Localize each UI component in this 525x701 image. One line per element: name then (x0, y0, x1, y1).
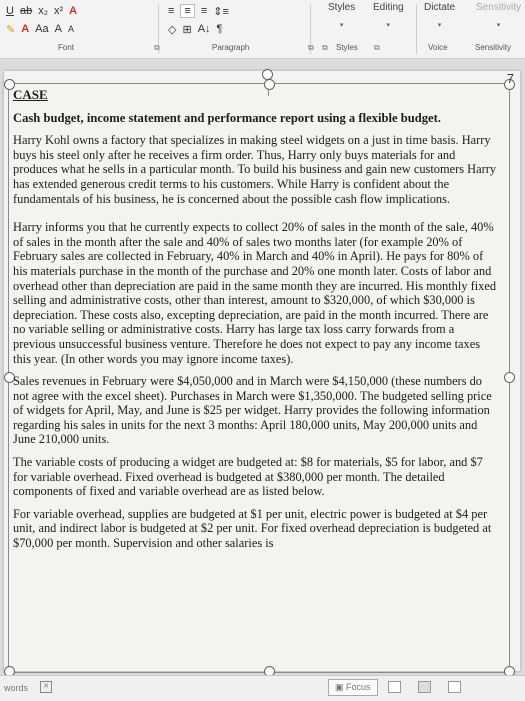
dialog-launcher-icon[interactable]: ⧉ (374, 43, 380, 52)
align-left-icon[interactable]: ≡ (168, 5, 175, 17)
group-label-styles: Styles (336, 43, 358, 52)
ribbon (0, 0, 525, 59)
highlight-icon[interactable]: ✎ (6, 23, 16, 36)
focus-label: Focus (346, 682, 371, 692)
focus-icon: ▣ (335, 682, 347, 692)
change-case-button[interactable]: Aa (35, 23, 49, 35)
sort-button[interactable]: A↓ (197, 23, 211, 35)
align-right-icon[interactable]: ≡ (200, 5, 208, 17)
document-text (13, 88, 499, 559)
dialog-launcher-icon[interactable]: ⧉ (154, 43, 160, 52)
strikethrough-button[interactable]: ab (19, 5, 33, 17)
corner-mark: 7 (506, 71, 514, 86)
web-layout-icon[interactable] (448, 681, 461, 693)
read-mode-icon[interactable] (388, 681, 401, 693)
print-layout-icon[interactable] (418, 681, 431, 693)
styles-label: Styles (328, 2, 356, 13)
chevron-down-icon: ▾ (437, 22, 442, 29)
chevron-down-icon: ▾ (386, 22, 391, 29)
paragraph-sales: Sales revenues in February were $4,050,000 and in March were $4,150,000 (these numbers do not agree with the excel sheet). Purchases in March were $1,350,000. The budgeted selling price of widgets for April, May, and June is $25 per widget. Harry provides the following information regarding his sales in units for the next 3 months: April 180,000 units, May 200,000 units and June 210,000 units. (13, 374, 492, 447)
group-label-voice: Voice (428, 43, 448, 52)
shading-icon[interactable]: ◇ (168, 23, 177, 36)
underline-button[interactable]: U (6, 5, 14, 17)
editing-label: Editing (373, 2, 404, 13)
text-effects-button[interactable]: A (69, 5, 78, 17)
paragraph-row-2 (168, 20, 228, 38)
word-count[interactable]: words (4, 683, 29, 693)
sensitivity-label: Sensitivity (476, 2, 522, 13)
styles-button[interactable] (328, 2, 355, 29)
group-label-paragraph: Paragraph (212, 43, 250, 52)
font-row-1 (6, 2, 83, 20)
borders-button[interactable]: ⊞ (182, 23, 192, 36)
focus-button[interactable] (328, 679, 378, 696)
shrink-font-button[interactable]: A (67, 24, 74, 34)
show-marks-button[interactable]: ¶ (216, 23, 223, 35)
grow-font-button[interactable]: A (54, 23, 62, 35)
ribbon-group-labels (0, 40, 525, 56)
font-color-button[interactable]: A (21, 23, 30, 35)
status-bar (0, 675, 525, 701)
paragraph-collections: Harry informs you that he currently expects to collect 20% of sales in the month of the sale, 40% of sales in the month after the sale and 40% of sales two months later (for example 20% of February sales are collected in February, 40% in March and 40% in April). He pays for 80% of his materials purchase in the month of the purchase and 20% one month later. Costs of labor and overhead other than depreciation are paid in the same month they are incurred. His monthly fixed selling and administrative costs, other than interest, amount to $320,000, of which $30,000 is depreciation. These costs also, excepting depreciation, are paid in the month incurred. There are no variable selling or administrative costs. Harry has large tax loss carry forwards from a previous unsuccessful business venture. Therefore he does not expect to pay any income taxes this year. (In other words you may ignore income taxes). (13, 220, 497, 366)
dialog-launcher-icon[interactable]: ⧉ (308, 43, 314, 52)
page (4, 71, 520, 671)
rotation-handle[interactable] (262, 69, 273, 80)
group-label-font: Font (58, 43, 75, 52)
proofing-icon[interactable]: ✕ (40, 681, 52, 693)
font-row-2 (6, 20, 80, 38)
chevron-down-icon: ▾ (339, 22, 344, 29)
resize-handle-right[interactable] (504, 372, 515, 383)
group-label-sensitivity: Sensitivity (475, 43, 512, 52)
superscript-button[interactable]: x² (53, 5, 64, 17)
chevron-down-icon: ▾ (496, 22, 501, 29)
dictate-button[interactable] (424, 2, 455, 29)
paragraph-intro: Harry Kohl owns a factory that specializes in making steel widgets on a just in time basis. Harry buys his steel only after he receives a firm order. Thus, Harry only buys materials for and produces what he sells in a particular month. To build his business and gain new customers Harry has extended generous credit terms to his customers. While Harry is confident about the fundamentals of his business, he is concerned about the possible cash flow implications. (13, 133, 497, 206)
line-spacing-icon[interactable]: ⇕≡ (213, 5, 229, 18)
align-center-icon[interactable]: ≡ (180, 4, 194, 18)
subscript-button[interactable]: x₂ (38, 5, 48, 17)
editing-button[interactable] (373, 2, 404, 29)
paragraph-row-1 (168, 2, 235, 20)
styles-pane-icon[interactable]: ⧉ (322, 43, 328, 52)
case-heading: CASE (13, 87, 48, 102)
document-area[interactable] (0, 59, 525, 675)
paragraph-overhead: For variable overhead, supplies are budgeted at $1 per unit, electric power is budgeted at $4 per unit, and indirect labor is budgeted at $2 per unit. For fixed overhead depreciation is budgeted at $70,000 per month. Supervision and other salaries is (13, 506, 492, 551)
case-title: Cash budget, income statement and performance report using a flexible budget. (13, 110, 441, 125)
dictate-label: Dictate (424, 2, 456, 13)
paragraph-variable-costs: The variable costs of producing a widget are budgeted at: $8 for materials, $5 for labor, and $7 for variable overhead. Fixed overhead is budgeted at $380,000 per month. The detailed components of fixed and variable overhead are as listed below. (13, 455, 483, 499)
sensitivity-button[interactable] (476, 2, 521, 29)
